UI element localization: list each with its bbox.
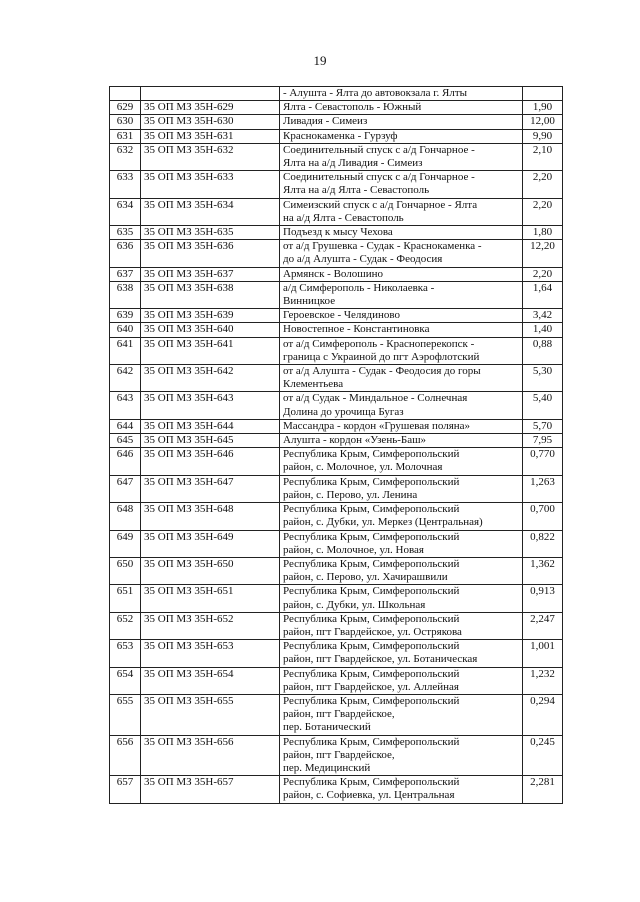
road-length: 0,913 [523,585,563,612]
table-row [110,434,563,448]
road-name-line: пер. Ботанический [283,721,371,734]
road-name-line: Республика Крым, Симферопольский [283,585,460,598]
road-code: 35 ОП МЗ 35Н-632 [141,143,280,170]
row-number: 647 [110,475,141,502]
road-length: 1,001 [523,640,563,667]
road-length: 5,30 [523,365,563,392]
table-row [110,530,563,557]
road-name-line: Новостепное - Константиновка [283,323,430,336]
row-number: 650 [110,557,141,584]
road-length: 1,232 [523,667,563,694]
table-row [110,475,563,502]
table-row [110,240,563,267]
row-number: 645 [110,434,141,448]
road-code: 35 ОП МЗ 35Н-655 [141,694,280,735]
row-number: 646 [110,448,141,475]
road-name-line: Массандра - кордон «Грушевая поляна» [283,419,471,432]
road-code: 35 ОП МЗ 35Н-651 [141,585,280,612]
road-name-line: а/д Симферополь - Николаевка - [283,281,435,294]
road-name-line: Республика Крым, Симферопольский [283,503,460,516]
table-row [110,267,563,281]
row-number: 657 [110,776,141,803]
road-code: 35 ОП МЗ 35Н-633 [141,171,280,198]
row-number: 641 [110,337,141,364]
road-name-line: до а/д Алушта - Судак - Феодосия [283,253,443,266]
road-name [280,475,523,502]
road-code: 35 ОП МЗ 35Н-650 [141,557,280,584]
table-row [110,143,563,170]
road-code: 35 ОП МЗ 35Н-642 [141,365,280,392]
road-name [280,171,523,198]
table-row [110,419,563,433]
road-code: 35 ОП МЗ 35Н-647 [141,475,280,502]
road-name-line: Республика Крым, Симферопольский [283,557,460,570]
road-name [280,129,523,143]
road-name-line: на а/д Ялта - Севастополь [283,211,404,224]
road-length: 12,00 [523,115,563,129]
table-row [110,776,563,803]
road-code: 35 ОП МЗ 35Н-637 [141,267,280,281]
road-registry-table [109,86,563,804]
road-name-line: Армянск - Волошино [283,267,383,280]
row-number: 634 [110,198,141,225]
road-code: 35 ОП МЗ 35Н-649 [141,530,280,557]
road-code: 35 ОП МЗ 35Н-648 [141,503,280,530]
road-length: 0,245 [523,735,563,776]
road-length: 1,90 [523,101,563,115]
road-name-line: Ялта на а/д Ялта - Севастополь [283,184,430,197]
road-code [141,87,280,101]
road-code: 35 ОП МЗ 35Н-643 [141,392,280,419]
road-name-line: Ялта - Севастополь - Южный [283,101,422,114]
road-name-line: Соединительный спуск с а/д Гончарное - [283,171,475,184]
road-length: 1,362 [523,557,563,584]
road-name-line: - Алушта - Ялта до автовокзала г. Ялты [283,87,468,99]
row-number: 643 [110,392,141,419]
table-continuation-row [110,87,563,101]
road-name [280,267,523,281]
road-name-line: район, пгт Гвардейское, [283,748,395,761]
road-name [280,281,523,308]
road-code: 35 ОП МЗ 35Н-645 [141,434,280,448]
road-length: 12,20 [523,240,563,267]
road-name [280,419,523,433]
road-name [280,640,523,667]
road-code: 35 ОП МЗ 35Н-635 [141,226,280,240]
table-row [110,101,563,115]
road-length: 2,20 [523,198,563,225]
row-number: 630 [110,115,141,129]
road-length: 2,247 [523,612,563,639]
table-row [110,198,563,225]
road-code: 35 ОП МЗ 35Н-656 [141,735,280,776]
road-name [280,448,523,475]
road-code: 35 ОП МЗ 35Н-638 [141,281,280,308]
row-number: 635 [110,226,141,240]
road-length: 2,20 [523,171,563,198]
page-number: 19 [313,53,327,68]
row-number: 633 [110,171,141,198]
road-name-line: Алушта - кордон «Узень-Баш» [283,434,427,447]
road-length: 0,294 [523,694,563,735]
road-code: 35 ОП МЗ 35Н-641 [141,337,280,364]
row-number: 651 [110,585,141,612]
road-name-line: Республика Крым, Симферопольский [283,694,460,707]
road-name [280,557,523,584]
road-name-line: от а/д Судак - Миндальное - Солнечная [283,392,468,405]
road-name-line: Республика Крым, Симферопольский [283,475,460,488]
road-name [280,530,523,557]
road-name-line: Республика Крым, Симферопольский [283,640,460,653]
road-name [280,115,523,129]
table-row [110,309,563,323]
row-number [110,87,141,101]
table-row [110,323,563,337]
road-name-line: Героевское - Челядиново [283,309,400,322]
road-name-line: от а/д Алушта - Судак - Феодосия до горы [283,365,481,378]
road-name-line: Клементьева [283,378,344,391]
row-number: 629 [110,101,141,115]
road-name-line: район, пгт Гвардейское, [283,708,395,721]
table-row [110,392,563,419]
road-name [280,735,523,776]
road-name-line: пер. Медицинский [283,761,371,774]
table-row [110,667,563,694]
table-row [110,640,563,667]
road-name [280,323,523,337]
road-name-line: Винницкое [283,295,336,308]
road-name [280,240,523,267]
road-name [280,226,523,240]
road-code: 35 ОП МЗ 35Н-653 [141,640,280,667]
table-row [110,735,563,776]
table-row [110,281,563,308]
road-code: 35 ОП МЗ 35Н-631 [141,129,280,143]
road-name-line: Республика Крым, Симферопольский [283,530,460,543]
road-length: 0,822 [523,530,563,557]
road-name-line: район, с. Перово, ул. Хачирашвили [283,571,448,584]
row-number: 642 [110,365,141,392]
row-number: 649 [110,530,141,557]
road-name-line: район, пгт Гвардейское, ул. Аллейная [283,680,459,693]
row-number: 653 [110,640,141,667]
road-name-line: Симеизский спуск с а/д Гончарное - Ялта [283,198,478,211]
road-length: 9,90 [523,129,563,143]
road-code: 35 ОП МЗ 35Н-644 [141,419,280,433]
road-name-line: Республика Крым, Симферопольский [283,667,460,680]
table-row [110,171,563,198]
row-number: 644 [110,419,141,433]
road-name-line: от а/д Грушевка - Судак - Краснокаменка - [283,240,482,253]
road-name-line: от а/д Симферополь - Красноперекопск - [283,337,475,350]
row-number: 631 [110,129,141,143]
road-length: 7,95 [523,434,563,448]
road-name [280,667,523,694]
road-length: 3,42 [523,309,563,323]
road-name-line: район, с. Дубки, ул. Меркез (Центральная) [283,516,483,529]
road-code: 35 ОП МЗ 35Н-657 [141,776,280,803]
road-name-line: район, с. Молочное, ул. Молочная [283,461,443,474]
road-code: 35 ОП МЗ 35Н-652 [141,612,280,639]
road-name-line: Подъезд к мысу Чехова [283,226,393,239]
road-name [280,612,523,639]
table-row [110,503,563,530]
row-number: 632 [110,143,141,170]
road-name-line: Краснокаменка - Гурзуф [283,129,398,142]
road-code: 35 ОП МЗ 35Н-640 [141,323,280,337]
road-name-line: район, с. Перово, ул. Ленина [283,488,418,501]
road-code: 35 ОП МЗ 35Н-634 [141,198,280,225]
road-name [280,337,523,364]
row-number: 636 [110,240,141,267]
road-name-line: Республика Крым, Симферопольский [283,612,460,625]
table-row [110,365,563,392]
road-name [280,309,523,323]
road-name-line: Республика Крым, Симферопольский [283,735,460,748]
row-number: 637 [110,267,141,281]
road-length: 0,700 [523,503,563,530]
table-row [110,557,563,584]
road-name-line: Соединительный спуск с а/д Гончарное - [283,143,475,156]
row-number: 640 [110,323,141,337]
road-name-line: Ялта на а/д Ливадия - Симеиз [283,157,423,170]
table-row [110,585,563,612]
road-name [280,434,523,448]
table-row [110,337,563,364]
table-row [110,115,563,129]
row-number: 638 [110,281,141,308]
road-code: 35 ОП МЗ 35Н-646 [141,448,280,475]
table-row [110,129,563,143]
road-code: 35 ОП МЗ 35Н-654 [141,667,280,694]
road-length: 2,10 [523,143,563,170]
road-name-line: Республика Крым, Симферопольский [283,776,460,789]
road-name [280,776,523,803]
road-length: 2,281 [523,776,563,803]
row-number: 648 [110,503,141,530]
row-number: 656 [110,735,141,776]
road-name-line: район, с. Софиевка, ул. Центральная [283,789,455,802]
road-length: 5,40 [523,392,563,419]
road-name [280,101,523,115]
row-number: 655 [110,694,141,735]
row-number: 652 [110,612,141,639]
road-length: 1,40 [523,323,563,337]
road-length: 0,88 [523,337,563,364]
road-code: 35 ОП МЗ 35Н-636 [141,240,280,267]
road-length: 1,263 [523,475,563,502]
road-length [523,87,563,101]
table-row [110,612,563,639]
table-row [110,694,563,735]
road-code: 35 ОП МЗ 35Н-639 [141,309,280,323]
road-length: 1,64 [523,281,563,308]
road-name [280,365,523,392]
road-name-line: Ливадия - Симеиз [283,115,368,128]
road-name [280,392,523,419]
road-name [280,585,523,612]
table-body [110,87,563,804]
road-length: 0,770 [523,448,563,475]
road-name [280,143,523,170]
road-name-line: район, пгт Гвардейское, ул. Ботаническая [283,653,478,666]
road-name-line: Республика Крым, Симферопольский [283,448,460,461]
road-name-line: район, с. Дубки, ул. Школьная [283,598,426,611]
row-number: 654 [110,667,141,694]
road-name-line: Долина до урочища Бугаз [283,405,404,418]
road-name [280,198,523,225]
road-name-line: район, пгт Гвардейское, ул. Острякова [283,625,462,638]
road-name-line: граница с Украиной до пгт Аэрофлотский [283,350,480,363]
road-code: 35 ОП МЗ 35Н-630 [141,115,280,129]
road-name [280,87,523,101]
row-number: 639 [110,309,141,323]
road-length: 1,80 [523,226,563,240]
table-row [110,448,563,475]
road-name [280,503,523,530]
road-length: 2,20 [523,267,563,281]
road-name-line: район, с. Молочное, ул. Новая [283,543,424,556]
road-name [280,694,523,735]
road-length: 5,70 [523,419,563,433]
table-row [110,226,563,240]
road-code: 35 ОП МЗ 35Н-629 [141,101,280,115]
